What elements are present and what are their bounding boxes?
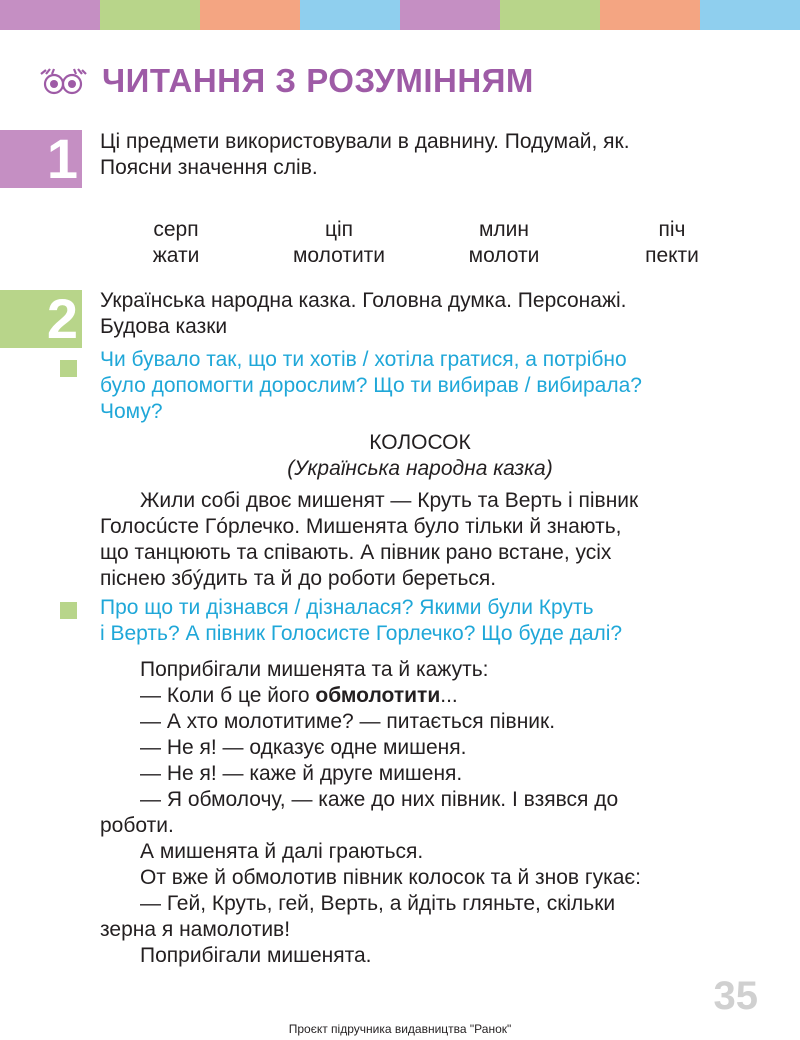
task-number-2 xyxy=(0,287,82,350)
story-line: — Не я! — одказує одне мишеня. xyxy=(140,736,467,759)
stripe-segment xyxy=(100,0,200,30)
word-verb: молоти xyxy=(468,244,540,267)
instruction-line: Українська народна казка. Головна думка. Персонажі. xyxy=(100,289,627,312)
story-text: — Коли б це його xyxy=(140,684,316,707)
stripe-segment xyxy=(600,0,700,30)
footer-credit: Проєкт підручника видавництва "Ранок" xyxy=(288,1022,512,1036)
word-verb: жати xyxy=(152,244,200,267)
instruction-line: Будова казки xyxy=(100,315,228,338)
story-line: — Я обмолочу, — каже до них півник. І взявся до xyxy=(140,788,619,811)
word-pair xyxy=(278,217,400,269)
stripe-segment xyxy=(700,0,800,30)
story-line: що танцюють та співають. А півник рано встане, усіх xyxy=(100,541,612,564)
story-line: — Гей, Круть, гей, Верть, а йдіть гляньте, скільки xyxy=(140,892,616,915)
question-block xyxy=(100,595,740,647)
page-number: 35 xyxy=(713,974,758,1018)
word-verb: молотити xyxy=(292,244,386,267)
question-marker xyxy=(60,360,77,377)
story-line: Жили собі двоє мишенят — Круть та Верть і півник xyxy=(140,489,639,512)
question-line: Чому? xyxy=(100,400,163,423)
stripe-segment xyxy=(200,0,300,30)
story-line: зерна я намолотив! xyxy=(100,918,291,941)
question-line: і Верть? А півник Голосисте Горлечко? Що буде далі? xyxy=(100,622,623,645)
story-subtitle: (Українська народна казка) xyxy=(287,457,553,480)
section-title: ЧИТАННЯ З РОЗУМІННЯМ xyxy=(102,62,534,99)
story-line: піснею збýдить та й до роботи береться. xyxy=(100,567,497,590)
stripe-segment xyxy=(0,0,100,30)
question-marker xyxy=(60,602,77,619)
word-verb: пекти xyxy=(645,244,699,267)
instruction-line: Ці предмети використовували в давнину. Подумай, як. xyxy=(100,130,630,153)
story-line: — А хто молотитиме? — питається півник. xyxy=(140,710,556,733)
task-number-1 xyxy=(0,127,82,190)
story-line: От вже й обмолотив півник колосок та й знов гукає: xyxy=(140,866,641,889)
story-dialogue xyxy=(100,657,740,969)
story-line: Голосúсте Гóрлечко. Мишенята було тільки й знають, xyxy=(100,515,622,538)
story-paragraph xyxy=(100,488,740,592)
story-line: Поприбігали мишенята та й кажуть: xyxy=(140,658,489,681)
word-pair xyxy=(624,217,720,269)
word-pair xyxy=(128,217,224,269)
question-line: Про що ти дізнався / дізналася? Якими були Круть xyxy=(100,596,594,619)
story-line: Поприбігали мишенята. xyxy=(140,944,372,967)
story-text: ... xyxy=(440,684,458,707)
stripe-segment xyxy=(400,0,500,30)
color-stripe-bar xyxy=(0,0,800,30)
question-block xyxy=(100,347,740,425)
word-pair xyxy=(456,217,552,269)
instruction-line: Поясни значення слів. xyxy=(100,156,318,179)
story-line xyxy=(100,683,740,709)
bold-word: обмолотити xyxy=(315,684,441,707)
story-line: А мишенята й далі граються. xyxy=(140,840,424,863)
story-title: КОЛОСОК xyxy=(369,431,471,454)
question-line: Чи бувало так, що ти хотів / хотіла гратися, а потрібно xyxy=(100,348,627,371)
story-line: — Не я! — каже й друге мишеня. xyxy=(140,762,463,785)
word-noun: млин xyxy=(478,218,530,241)
section-heading xyxy=(38,62,534,100)
eyes-icon xyxy=(38,66,88,96)
word-noun: піч xyxy=(658,218,686,241)
word-noun: ціп xyxy=(324,218,354,241)
task-number-label: 1 xyxy=(46,127,78,190)
task-number-label: 2 xyxy=(46,287,78,350)
stripe-segment xyxy=(500,0,600,30)
question-line: було допомогти дорослим? Що ти вибирав / вибирала? xyxy=(100,374,642,397)
task1-instruction xyxy=(100,129,740,181)
stripe-segment xyxy=(300,0,400,30)
word-noun: серп xyxy=(153,218,199,241)
task2-instruction xyxy=(100,288,740,340)
story-line: роботи. xyxy=(100,814,174,837)
word-pairs xyxy=(100,217,740,273)
